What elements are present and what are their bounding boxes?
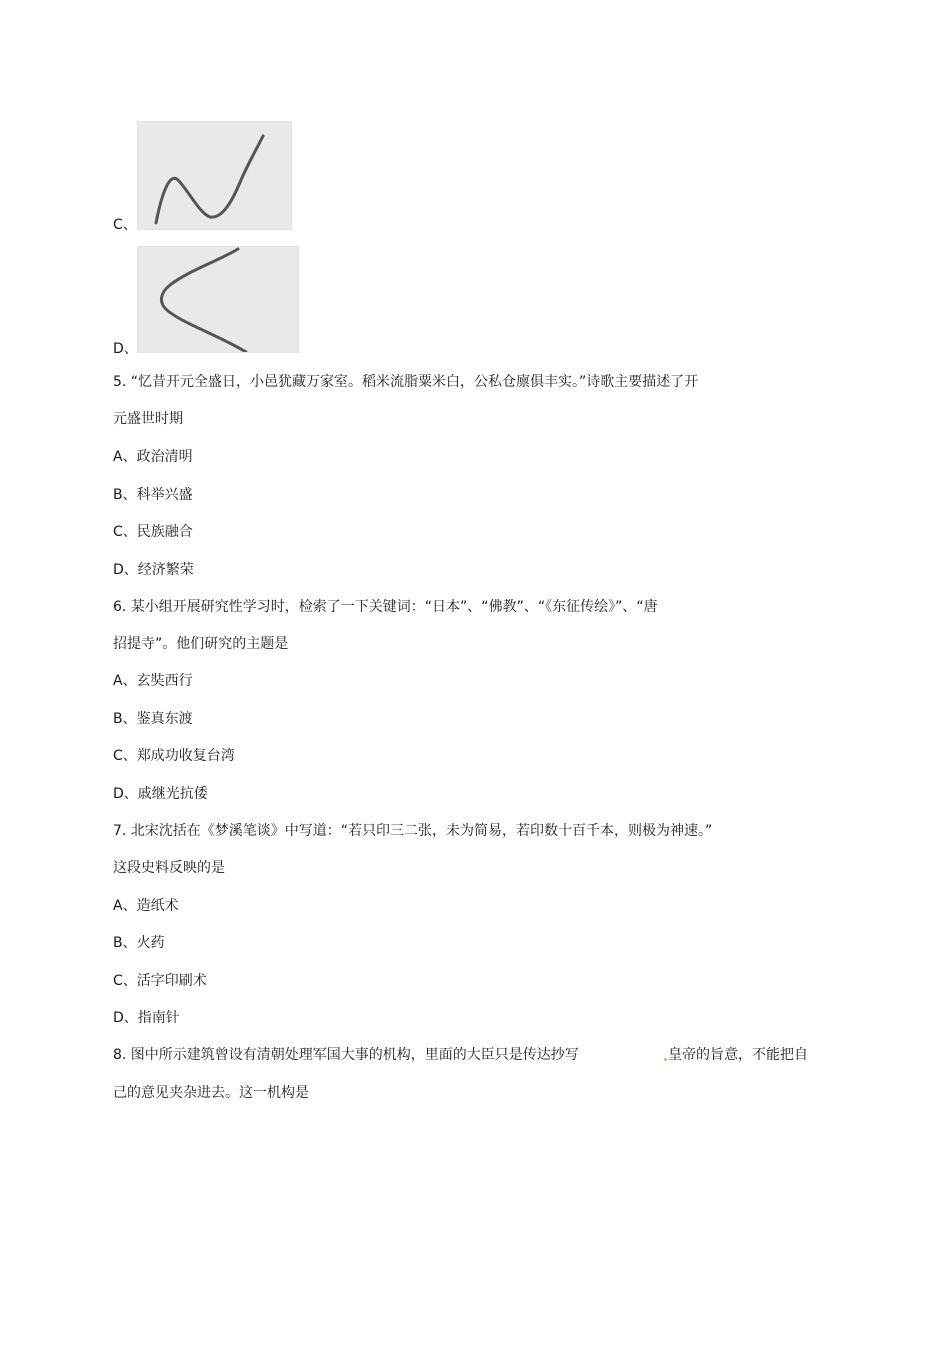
q6-option-d: D、戚继光抗倭 [113, 786, 208, 802]
q5-option-b: B、科举兴盛 [113, 487, 193, 503]
q6-stem-line2: 招提寺”。他们研究的主题是 [113, 636, 289, 652]
q7-option-c: C、活字印刷术 [113, 973, 207, 989]
stray-mark [664, 1058, 667, 1061]
q6-stem-line1: 6. 某小组开展研究性学习时，检索了一下关键词：“日本”、“佛教”、“《东征传绘》”、“唐 [113, 599, 658, 615]
option-c-image [137, 121, 292, 230]
option-d-label: D、 [113, 341, 138, 357]
option-d-image [137, 246, 299, 353]
q7-option-a: A、造纸术 [113, 898, 179, 914]
q5-stem-line2: 元盛世时期 [113, 411, 183, 427]
q5-option-a: A、政治清明 [113, 449, 193, 465]
q5-option-c: C、民族融合 [113, 524, 193, 540]
angle-curve-icon [138, 247, 298, 352]
q8-stem-line2: 己的意见夹杂进去。这一机构是 [113, 1085, 309, 1101]
option-c-label: C、 [113, 217, 137, 233]
q5-option-d: D、经济繁荣 [113, 562, 194, 578]
q7-option-d: D、指南针 [113, 1010, 180, 1026]
q8-stem-line1-part1: 8. 图中所示建筑曾设有清朝处理军国大事的机构，里面的大臣只是传达抄写 [113, 1047, 579, 1063]
wave-curve-icon [138, 122, 291, 229]
q7-option-b: B、火药 [113, 935, 165, 951]
q6-option-c: C、郑成功收复台湾 [113, 748, 235, 764]
q8-stem-line1-part2: 皇帝的旨意，不能把自 [668, 1047, 808, 1063]
q7-stem-line2: 这段史料反映的是 [113, 860, 225, 876]
q6-option-b: B、鉴真东渡 [113, 711, 193, 727]
q5-stem-line1: 5. “忆昔开元全盛日，小邑犹藏万家室。稻米流脂粟米白，公私仓廪俱丰实。”诗歌主要描述了开 [113, 374, 699, 390]
q6-option-a: A、玄奘西行 [113, 673, 193, 689]
q7-stem-line1: 7. 北宋沈括在《梦溪笔谈》中写道：“若只印三二张，未为简易，若印数十百千本，则极为神速。” [113, 823, 713, 839]
